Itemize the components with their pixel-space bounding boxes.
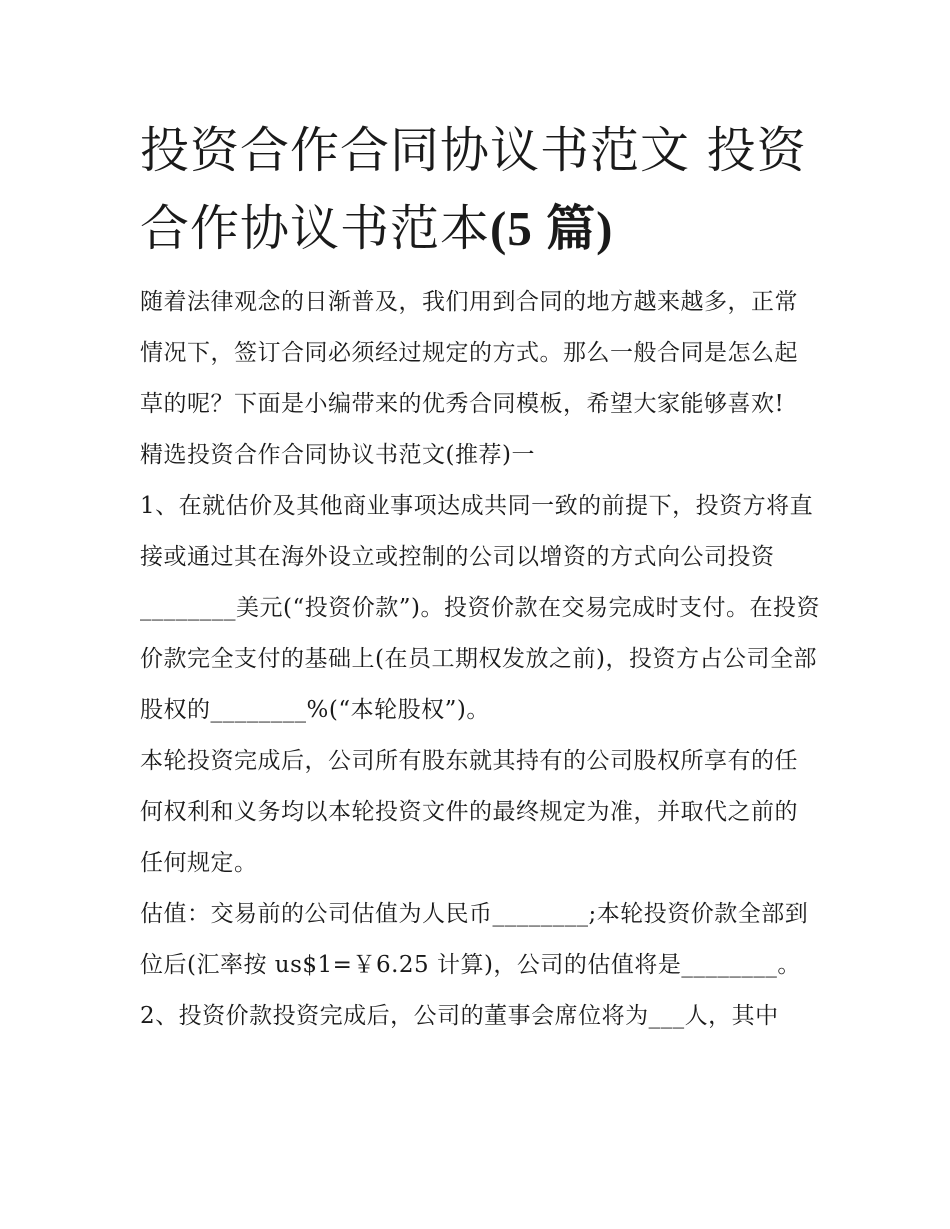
document-title: [140, 112, 820, 268]
intro-paragraph: 随着法律观念的日渐普及，我们用到合同的地方越来越多，正常情况下，签订合同必须经过规定的方式。那么一般合同是怎么起草的呢？下面是小编带来的优秀合同模板，希望大家能够喜欢!: [140, 289, 798, 417]
clause-2-paragraph: 2、投资价款投资完成后，公司的董事会席位将为___人，其中: [140, 1003, 779, 1029]
section-heading: 精选投资合作合同协议书范文(推荐)一: [140, 442, 535, 468]
valuation-paragraph: 估值：交易前的公司估值为人民币________;本轮投资价款全部到位后(汇率按 us$1=￥6.25 计算)，公司的估值将是________。: [140, 901, 809, 978]
clause-1-paragraph: 1、在就估价及其他商业事项达成共同一致的前提下，投资方将直接或通过其在海外设立或控制的公司以增资的方式向公司投资________美元(“投资价款”)。投资价款在交易完成时支付。在投资价款完全支付的基础上(在员工期权发放之前)，投资方占公司全部股权的________%(“本轮股权”)。: [140, 493, 820, 723]
document-page: [140, 112, 820, 1042]
title-suffix: (5 篇): [490, 201, 614, 256]
title-main: 投资合作合同协议书范文 投资合作协议书范本: [140, 122, 807, 257]
shareholder-rights-paragraph: 本轮投资完成后，公司所有股东就其持有的公司股权所享有的任何权利和义务均以本轮投资文件的最终规定为准，并取代之前的任何规定。: [140, 748, 798, 876]
